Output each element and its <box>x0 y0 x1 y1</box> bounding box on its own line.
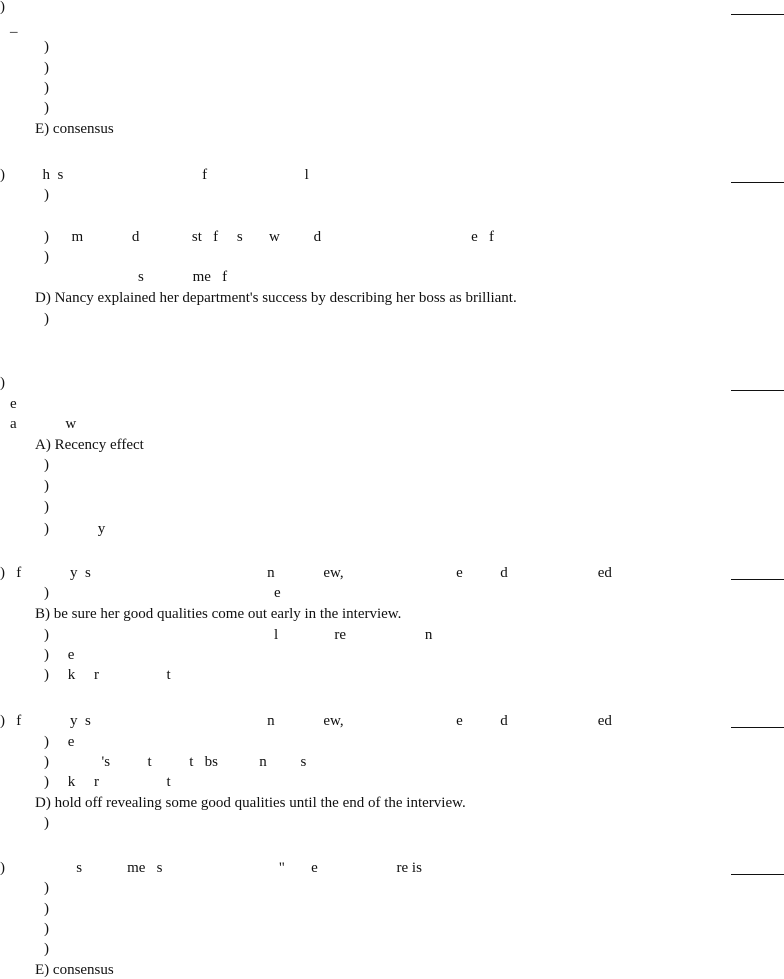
q3-option-a: A) Recency effect <box>35 437 144 453</box>
q2-option-c-continued: s me f <box>138 269 228 285</box>
q4-option-c: ) l re n <box>44 627 433 643</box>
q1-option-a: ) <box>44 39 49 55</box>
q1-stem-fragment: _ <box>10 19 18 35</box>
q3-answer-blank <box>731 390 784 391</box>
q2-option-c: ) <box>44 249 49 265</box>
q4-stem: ) f y s n ew, e d ed <box>0 565 612 581</box>
q2-answer-blank <box>731 182 784 183</box>
q1-option-e: E) consensus <box>35 121 114 137</box>
q2-stem: ) h s f l <box>0 167 309 183</box>
q6-option-a: ) <box>44 880 49 896</box>
q6-option-d: ) <box>44 941 49 957</box>
q3-stem-line-2: a w <box>10 416 77 432</box>
q3-option-c: ) <box>44 478 49 494</box>
q5-answer-blank <box>731 727 784 728</box>
q5-option-a: ) e <box>44 734 75 750</box>
q2-option-e: ) <box>44 311 49 327</box>
q3-option-b: ) <box>44 457 49 473</box>
q6-option-b: ) <box>44 901 49 917</box>
q1-option-c: ) <box>44 80 49 96</box>
q6-stem: ) s me s " e re is <box>0 860 422 876</box>
q1-option-d: ) <box>44 100 49 116</box>
q1-option-b: ) <box>44 60 49 76</box>
q3-option-d: ) <box>44 499 49 515</box>
q4-answer-blank <box>731 579 784 580</box>
q4-option-d: ) e <box>44 647 75 663</box>
q3-number: ) <box>0 375 5 391</box>
q2-option-a: ) <box>44 187 49 203</box>
q2-option-d: D) Nancy explained her department's success by describing her boss as brilliant. <box>35 290 517 306</box>
q2-option-b: ) m d st f s w d e f <box>44 229 494 245</box>
q3-stem-line-1: e <box>10 396 17 412</box>
q6-answer-blank <box>731 874 784 875</box>
q4-option-b: B) be sure her good qualities come out early in the interview. <box>35 606 402 622</box>
q5-stem: ) f y s n ew, e d ed <box>0 713 612 729</box>
q5-option-d: D) hold off revealing some good qualities until the end of the interview. <box>35 795 466 811</box>
q5-option-e: ) <box>44 815 49 831</box>
q6-option-c: ) <box>44 921 49 937</box>
q3-option-e: ) y <box>44 521 106 537</box>
q4-option-a: ) e <box>44 585 281 601</box>
q1-answer-blank <box>731 14 784 15</box>
q1-number: ) <box>0 0 5 15</box>
q5-option-c: ) k r t <box>44 774 171 790</box>
q4-option-e: ) k r t <box>44 667 171 683</box>
q6-option-e: E) consensus <box>35 962 114 978</box>
q5-option-b: ) 's t t bs n s <box>44 754 307 770</box>
